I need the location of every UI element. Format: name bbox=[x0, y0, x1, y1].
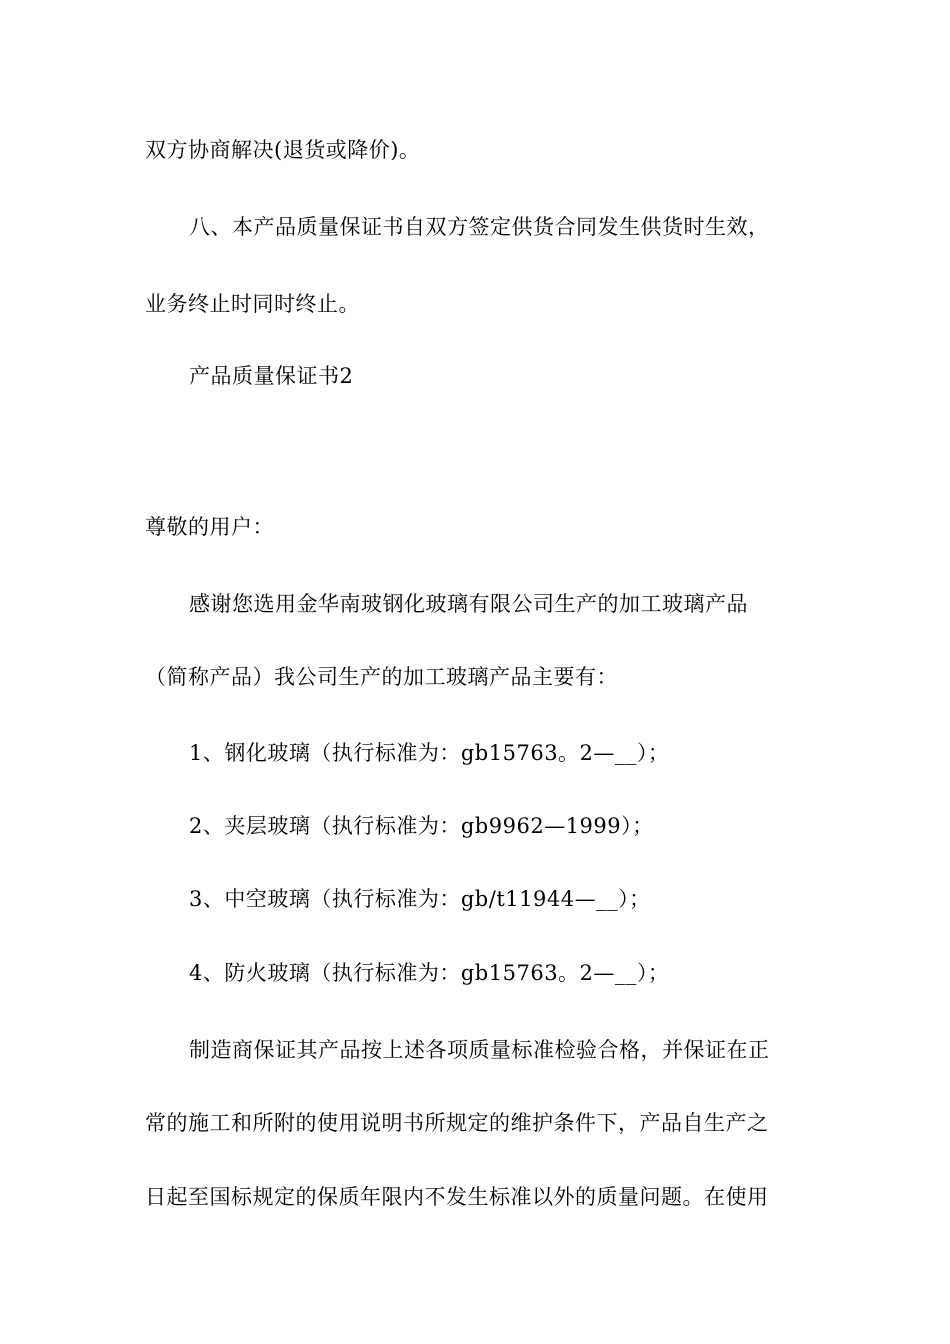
product-list-item-2: 2、夹层玻璃（执行标准为：gb9962—1999）； bbox=[189, 814, 654, 838]
clause-eight-line-1: 八、本产品质量保证书自双方签定供货合同发生供货时生效， bbox=[189, 215, 770, 239]
paragraph-line-1: 双方协商解决(退货或降价)。 bbox=[145, 138, 421, 162]
clause-eight-line-2: 业务终止时同时终止。 bbox=[145, 292, 360, 316]
product-list-item-4: 4、防火玻璃（执行标准为：gb15763。2—__）； bbox=[189, 961, 670, 985]
product-list-item-3: 3、中空玻璃（执行标准为：gb/t11944—__）； bbox=[189, 887, 651, 911]
warranty-line-3: 日起至国标规定的保质年限内不发生标准以外的质量问题。在使用 bbox=[145, 1185, 769, 1209]
section-title: 产品质量保证书2 bbox=[189, 364, 354, 388]
warranty-line-2: 常的施工和所附的使用说明书所规定的维护条件下，产品自生产之 bbox=[145, 1111, 769, 1135]
warranty-line-1: 制造商保证其产品按上述各项质量标准检验合格，并保证在正 bbox=[189, 1038, 770, 1062]
salutation: 尊敬的用户： bbox=[145, 515, 274, 539]
intro-line-2: （简称产品）我公司生产的加工玻璃产品主要有： bbox=[145, 665, 618, 689]
product-list-item-1: 1、钢化玻璃（执行标准为：gb15763。2—__）； bbox=[189, 741, 670, 765]
intro-line-1: 感谢您选用金华南玻钢化玻璃有限公司生产的加工玻璃产品 bbox=[189, 592, 748, 616]
